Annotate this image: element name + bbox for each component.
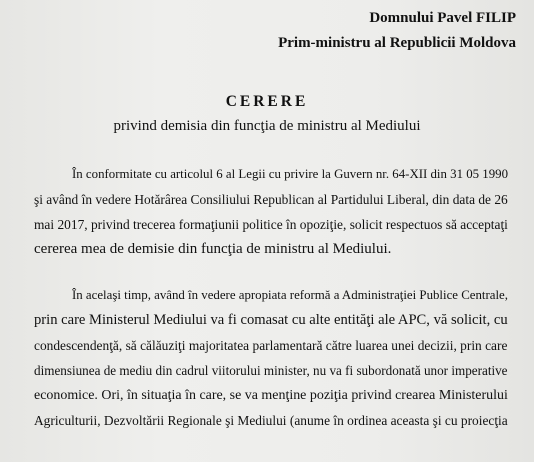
paragraph-line: În acelaşi timp, având în vedere apropiata reformă a Administraţiei Publice Centrale, bbox=[72, 288, 508, 302]
paragraph-line: economice. Ori, în situaţia în care, se va menţine poziţia privind crearea Ministerului bbox=[34, 388, 508, 403]
document-subtitle: privind demisia din funcţia de ministru al Mediului bbox=[113, 118, 421, 134]
document-title: CERERE bbox=[225, 93, 309, 110]
paragraph-line: dimensiunea de mediu din cadrul viitorului minister, nu va fi subordonată unor imperative bbox=[34, 363, 508, 378]
paragraph-1 bbox=[34, 162, 508, 262]
paragraph-line: mai 2017, privind trecerea formaţiunii politice în opoziţie, solicit respectuos să acceptaţi bbox=[34, 217, 508, 232]
addressee-block bbox=[278, 6, 516, 56]
paragraph-line: condescendenţă, să călăuziţi majoritatea parlamentară către luarea unei decizii, prin care bbox=[34, 338, 508, 353]
paragraph-2 bbox=[34, 283, 508, 433]
paragraph-line: şi având în vedere Hotărârea Consiliului Republican al Partidului Liberal, din data de 26 bbox=[34, 192, 508, 207]
paragraph-line: cererea mea de demisie din funcţia de ministru al Mediului. bbox=[34, 241, 392, 257]
paragraph-line: În conformitate cu articolul 6 al Legii cu privire la Guvern nr. 64-XII din 31 05 1990 bbox=[72, 167, 509, 181]
paragraph-line: Agriculturii, Dezvoltării Regionale şi Mediului (anume în ordinea aceasta şi cu proiecţia bbox=[34, 413, 508, 428]
addressee-position: Prim-ministru al Republicii Moldova bbox=[278, 35, 516, 51]
addressee-name: Domnului Pavel FILIP bbox=[369, 10, 516, 26]
paragraph-line: prin care Ministerul Mediului va fi comasat cu alte entităţi ale APC, vă solicit, cu bbox=[34, 312, 508, 328]
